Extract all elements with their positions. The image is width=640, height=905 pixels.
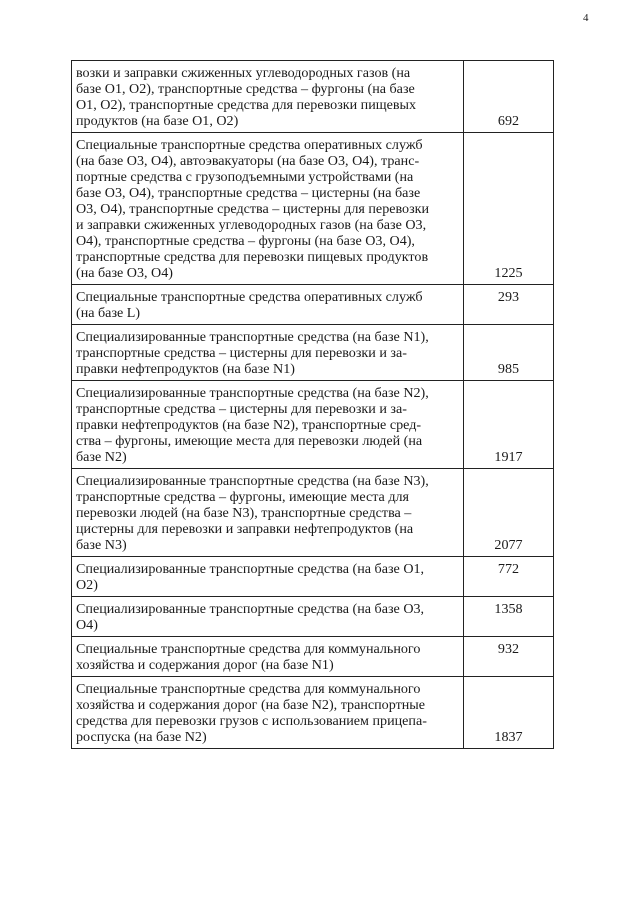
vehicle-description-cell (72, 469, 464, 557)
vehicle-description-cell (72, 597, 464, 637)
table-row (72, 381, 554, 469)
description-line: транспортные средства – цистерны для перевозки и за- (76, 345, 407, 361)
value-cell: 1837 (464, 677, 554, 749)
table-row (72, 325, 554, 381)
description-line: цистерны для перевозки и заправки нефтепродуктов (на (76, 521, 414, 537)
description-line: Специальные транспортные средства для коммунального (76, 681, 421, 697)
table-row (72, 285, 554, 325)
description-line: (на базе L) (76, 305, 141, 321)
description-line: Специализированные транспортные средства (на базе O3, (76, 601, 425, 617)
vehicle-description-cell (72, 557, 464, 597)
description-line: O3, O4), транспортные средства – цистерны для перевозки (76, 201, 430, 217)
value-cell: 1917 (464, 381, 554, 469)
table-row (72, 597, 554, 637)
description-line: портные средства с грузоподъемными устройствами (на (76, 169, 414, 185)
description-line: O1, O2), транспортные средства для перевозки пищевых (76, 97, 417, 113)
table-row (72, 61, 554, 133)
description-line: Специальные транспортные средства для коммунального (76, 641, 421, 657)
description-line: продуктов (на базе O1, O2) (76, 113, 239, 129)
table-row (72, 677, 554, 749)
vehicle-description-cell (72, 325, 464, 381)
value-cell: 1358 (464, 597, 554, 637)
vehicle-description-cell (72, 61, 464, 133)
value-cell: 293 (464, 285, 554, 325)
description-line: O2) (76, 577, 98, 593)
description-line: транспортные средства для перевозки пищевых продуктов (76, 249, 429, 265)
description-line: Специализированные транспортные средства (на базе N3), (76, 473, 429, 489)
description-line: правки нефтепродуктов (на базе N1) (76, 361, 295, 377)
table-row (72, 469, 554, 557)
description-line: правки нефтепродуктов (на базе N2), транспортные сред- (76, 417, 422, 433)
value-cell: 772 (464, 557, 554, 597)
value-cell: 2077 (464, 469, 554, 557)
tariff-table (71, 60, 554, 749)
description-line: хозяйства и содержания дорог (на базе N2), транспортные (76, 697, 426, 713)
description-line: ства – фургоны, имеющие места для перевозки людей (на (76, 433, 423, 449)
description-line: транспортные средства – цистерны для перевозки и за- (76, 401, 407, 417)
table-row (72, 133, 554, 285)
description-line: перевозки людей (на базе N3), транспортные средства – (76, 505, 412, 521)
vehicle-description-cell (72, 133, 464, 285)
table-row (72, 557, 554, 597)
description-line: базе N3) (76, 537, 127, 553)
table-body (72, 61, 554, 749)
value-cell: 692 (464, 61, 554, 133)
description-line: базе N2) (76, 449, 127, 465)
description-line: роспуска (на базе N2) (76, 729, 207, 745)
description-line: транспортные средства – фургоны, имеющие места для (76, 489, 410, 505)
vehicle-description-cell (72, 381, 464, 469)
description-line: Специализированные транспортные средства (на базе N2), (76, 385, 429, 401)
page-number: 4 (583, 12, 589, 24)
vehicle-description-cell (72, 677, 464, 749)
description-line: и заправки сжиженных углеводородных газов (на базе O3, (76, 217, 427, 233)
description-line: средства для перевозки грузов с использованием прицепа- (76, 713, 427, 729)
description-line: (на базе O3, O4), автоэвакуаторы (на базе O3, O4), транс- (76, 153, 420, 169)
description-line: базе O3, O4), транспортные средства – цистерны (на базе (76, 185, 421, 201)
description-line: O4) (76, 617, 98, 633)
vehicle-description-cell (72, 285, 464, 325)
description-line: (на базе O3, O4) (76, 265, 173, 281)
description-line: Специализированные транспортные средства (на базе O1, (76, 561, 425, 577)
vehicle-description-cell (72, 637, 464, 677)
value-cell: 932 (464, 637, 554, 677)
description-line: базе O1, O2), транспортные средства – фургоны (на базе (76, 81, 415, 97)
description-line: хозяйства и содержания дорог (на базе N1) (76, 657, 334, 673)
description-line: Специальные транспортные средства оперативных служб (76, 137, 423, 153)
description-line: Специальные транспортные средства оперативных служб (76, 289, 423, 305)
description-line: O4), транспортные средства – фургоны (на базе O3, O4), (76, 233, 415, 249)
description-line: Специализированные транспортные средства (на базе N1), (76, 329, 429, 345)
table-row (72, 637, 554, 677)
value-cell: 985 (464, 325, 554, 381)
value-cell: 1225 (464, 133, 554, 285)
description-line: возки и заправки сжиженных углеводородных газов (на (76, 65, 411, 81)
